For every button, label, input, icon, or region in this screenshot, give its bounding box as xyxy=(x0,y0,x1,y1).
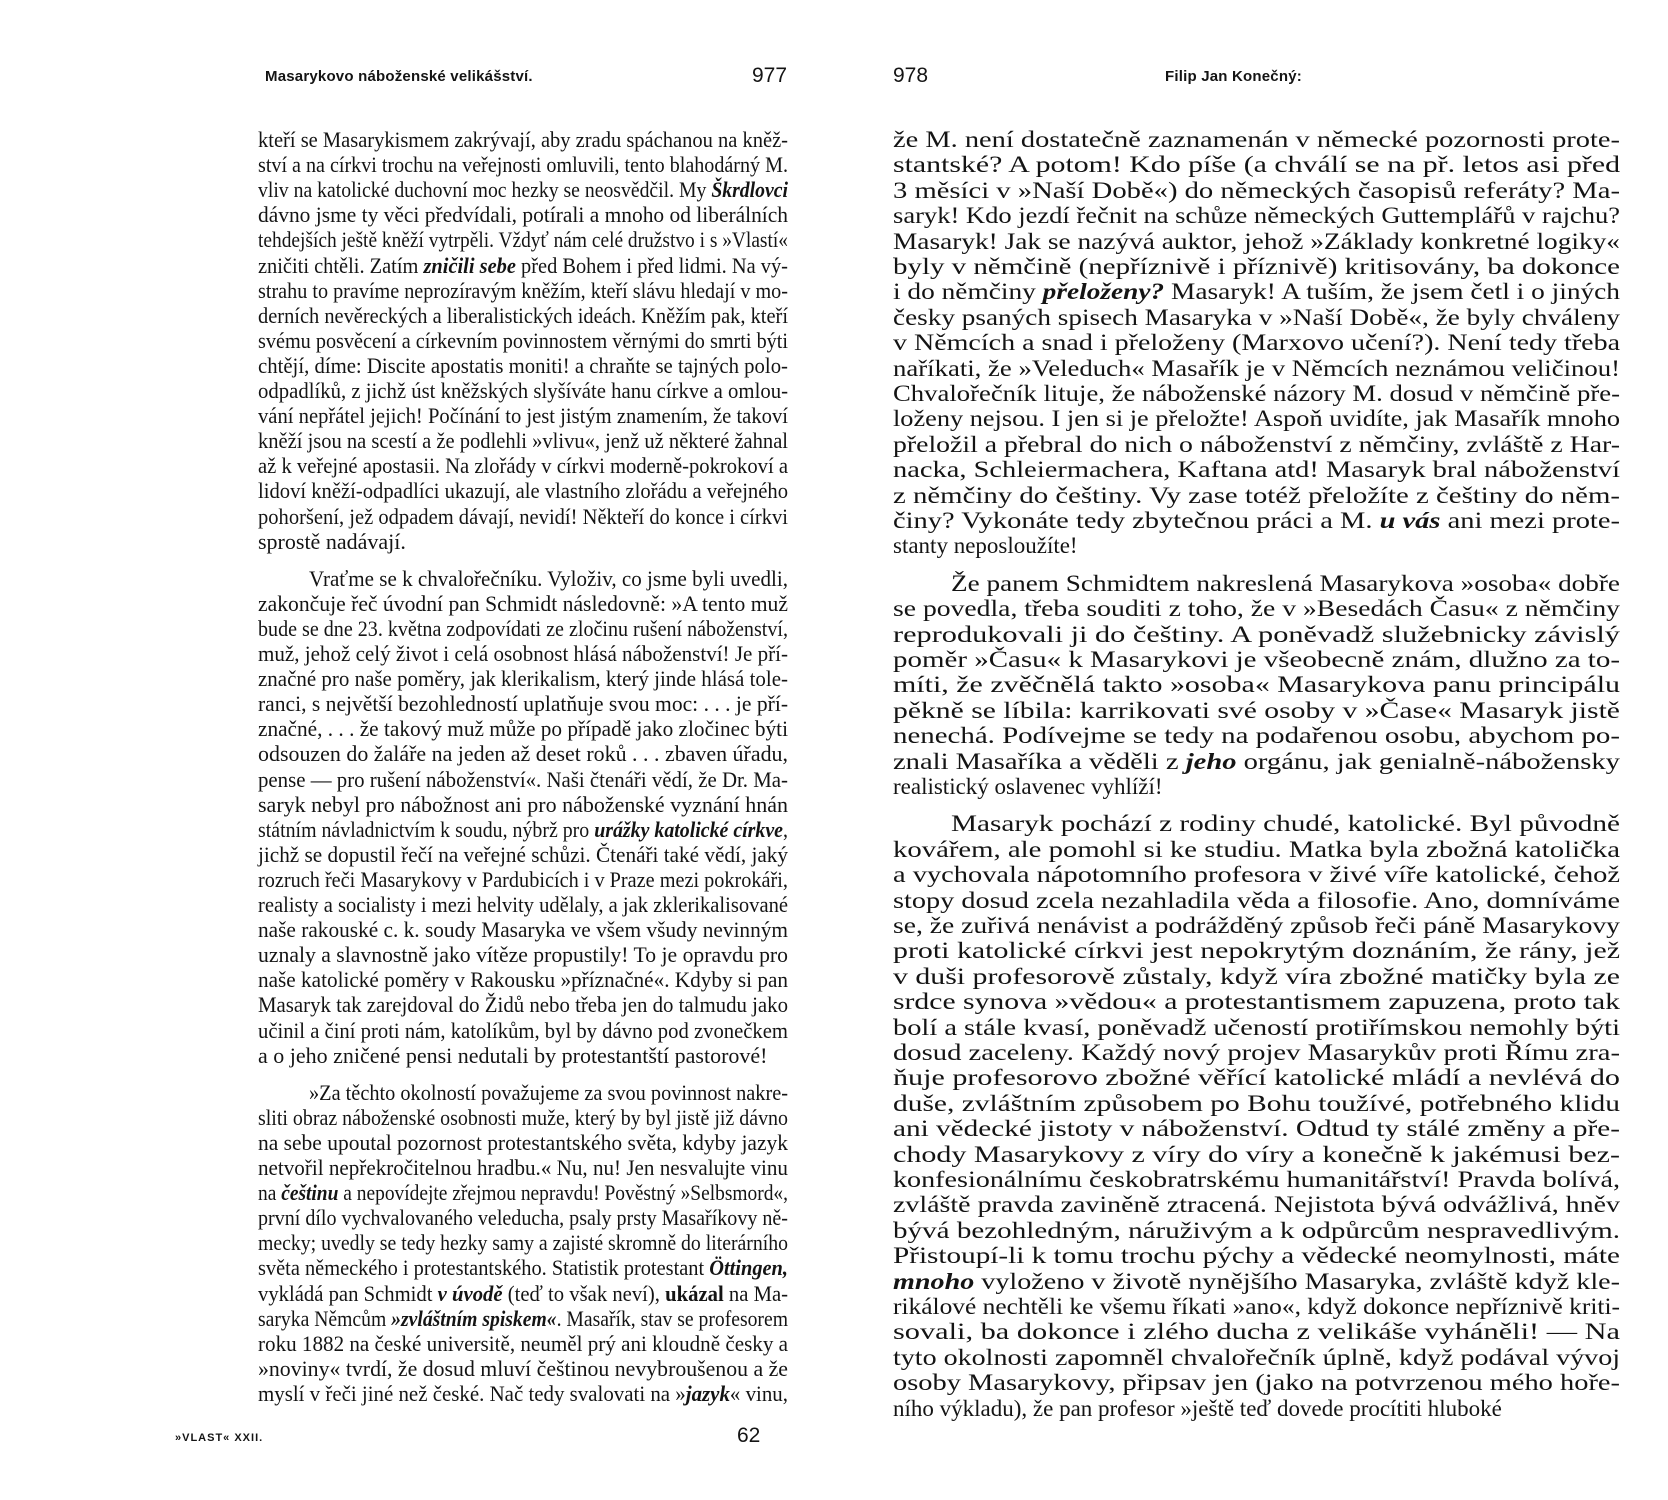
text-line xyxy=(258,127,827,152)
text-line xyxy=(893,697,1620,723)
text-run: »noviny« tvrdí, že dosud mluví češtinou nevybroušenou a že xyxy=(258,1355,788,1381)
text-run: ňuje profesorovo zbožné věřící katolické mládí a nevlévá do xyxy=(893,1065,1620,1091)
text-run: značné, . . . že takový muž může po případě jako zločinec býti xyxy=(258,716,788,742)
text-run: a vychovala nápotomního profesora v živé víře katolické, čehož xyxy=(893,862,1620,888)
emphasized-text: u vás xyxy=(1379,508,1441,533)
text-run: na sebe upoutal pozornost protestantského světa, kdyby jazyk xyxy=(258,1129,789,1155)
text-line xyxy=(893,723,1621,749)
text-line xyxy=(893,862,1620,888)
text-line xyxy=(893,482,1620,508)
text-line xyxy=(893,1192,1621,1218)
text-line xyxy=(258,1205,840,1230)
text-run: realistický oslavenec vyhlíží! xyxy=(893,774,1163,799)
text-run: proti katolické církvi jest nepokrytým doznáním, že rány, jež xyxy=(893,938,1621,964)
text-run: saryk nebyl pro nábožnost ani pro náboženské vyznání hnán xyxy=(258,791,788,817)
text-run: naše rakouské c. k. soudy Masaryka ve všem všudy nevinným xyxy=(258,917,789,943)
text-run: vykládá pan Schmidt xyxy=(258,1280,438,1306)
text-line xyxy=(893,406,1621,432)
text-line xyxy=(258,942,796,967)
text-line xyxy=(258,1155,811,1180)
text-line xyxy=(893,1319,1620,1345)
text-run: tyto okolnosti zapomněl chvalořečník úplně, když podával vývoj xyxy=(893,1344,1621,1370)
text-run: značné pro naše poměry, jak klerikalism, který jinde hlásá tole- xyxy=(258,666,789,692)
text-line xyxy=(258,303,829,328)
text-line xyxy=(258,992,818,1017)
text-run: pohoršení, jež odpadem dávají, nevidí! Někteří do konce i církvi xyxy=(258,503,788,529)
text-line xyxy=(893,355,1621,381)
emphasized-text: Škrdlovci xyxy=(711,177,788,203)
emphasized-text: »zvláštním spiskem« xyxy=(391,1305,557,1331)
text-line xyxy=(258,328,835,353)
text-line xyxy=(893,1294,1620,1319)
text-run: znali Masaříka a věděli z xyxy=(893,748,1186,774)
text-line xyxy=(893,1396,1502,1421)
text-run: . Masařík, stav se profesorem xyxy=(556,1305,788,1331)
text-line xyxy=(258,917,805,942)
text-line xyxy=(893,177,1620,203)
text-run: dosud zaceleny. Každý nový projev Masarykův proti Římu zra- xyxy=(893,1040,1620,1065)
text-line xyxy=(258,453,824,478)
text-run: odsouzen do žaláře na jeden až deset roků . . . zbaven úřadu, xyxy=(258,741,789,767)
text-line xyxy=(258,1230,848,1255)
text-run: bývá bezohledným, náruživým a k odpůrcům nespravedlivým. xyxy=(893,1217,1621,1243)
text-run: Že panem Schmidtem nakreslená Masarykova »osoba« dobře xyxy=(951,570,1620,596)
text-run: a nepovídejte zřejmou nepravdu! Pověstný »Selbsmord«, xyxy=(338,1180,788,1206)
text-run: zvláště pravda zaviněně ztracená. Nejistota bývá odvážlivá, hněv xyxy=(893,1192,1621,1218)
text-line xyxy=(258,1018,823,1043)
text-line xyxy=(893,304,1621,330)
text-run: « vinu, xyxy=(729,1380,788,1406)
emphasized-text: urážky katolické církve xyxy=(594,816,784,842)
text-run: (teď to však neví), xyxy=(502,1280,666,1306)
text-line xyxy=(258,529,406,554)
text-line xyxy=(258,1043,768,1068)
text-run: sprostě nadávají. xyxy=(258,528,406,554)
text-line xyxy=(258,967,807,992)
text-run: konfesionálnímu českobratrskému humanitářství! Pravda bolívá, xyxy=(893,1167,1620,1192)
text-line xyxy=(951,570,1620,596)
text-run: rozruch řeči Masarykovy v Pardubicích i v Praze mezi pokrokáři, xyxy=(258,866,789,892)
text-line xyxy=(258,227,859,252)
text-run: nacka, Schleiermachera, Kaftana atd! Masaryk bral náboženství xyxy=(893,457,1620,483)
text-line xyxy=(258,767,817,792)
text-line xyxy=(893,330,1620,356)
text-line xyxy=(258,867,833,892)
text-run: rikálové nechtěli ke všemu říkati »ano«, když dokonce nepříznivě kriti- xyxy=(893,1294,1620,1319)
text-line xyxy=(893,1040,1620,1065)
text-line xyxy=(893,1217,1621,1243)
text-line xyxy=(893,431,1620,457)
text-line xyxy=(893,457,1620,483)
text-run: stopy dosud zcela nezahladila věda a filosofie. Ano, domníváme xyxy=(893,887,1620,913)
text-line xyxy=(258,691,799,716)
text-run: se, že zuřivá nenávist a podrážděný způsob řeči páně Masarykovy xyxy=(893,913,1620,938)
text-run: Masaryk pochází z rodiny chudé, katolické. Byl původně xyxy=(951,811,1621,837)
text-line xyxy=(309,1080,828,1105)
emphasized-text: zničili sebe xyxy=(423,252,516,278)
text-run: myslí v řeči jiné než české. Nač tedy svalovati na » xyxy=(258,1380,686,1406)
emphasized-text: v úvodě xyxy=(437,1280,503,1306)
text-run: 3 měsíci v »Naší Době«) do německých časopisů referáty? Ma- xyxy=(893,177,1620,203)
text-run: Přistoupí-li k tomu trochu pýchy a vědecké neomylnosti, máte xyxy=(893,1243,1620,1269)
text-run: míti, že zvěčnělá takto »osoba« Masarykova panu principálu xyxy=(893,672,1621,698)
text-run: orgánu, jak genialně-nábožensky xyxy=(1236,748,1620,774)
text-line xyxy=(258,741,789,766)
text-line xyxy=(258,817,845,842)
text-run: mecky; uvedly se tedy hezky samy a zajisté skromně do literárního xyxy=(258,1230,789,1256)
emphasized-text: jazyk xyxy=(685,1380,730,1406)
text-line xyxy=(893,748,1620,774)
text-run: i do němčiny xyxy=(893,279,1043,305)
text-line xyxy=(893,989,1620,1015)
text-run: jichž se dopustil řečí na veřejné schůzi. Čtenáři také vědí, jaký xyxy=(258,841,789,867)
text-run: a o jeho zničené pensi nedutali by protestantští pastorové! xyxy=(258,1042,768,1068)
text-line xyxy=(893,279,1620,305)
text-run: přeložil a přebral do nich o náboženství z němčiny, zvláště z Har- xyxy=(893,431,1620,457)
text-run: Masaryk! A tuším, že jsem četl i o jiných xyxy=(1164,279,1620,305)
text-line xyxy=(258,1281,822,1306)
text-run: z němčiny do češtiny. Vy zase totéž přeložíte z češtiny do něm- xyxy=(893,482,1620,508)
text-run: srdce synova »vědou« a protestantismem zapuzena, proto tak xyxy=(893,989,1620,1015)
text-run: ství a na církvi trochu na veřejnosti omluvili, tento blahodárný M. xyxy=(258,152,788,178)
emphasized-text: mnoho xyxy=(893,1268,975,1294)
text-line xyxy=(893,381,1620,406)
text-run: ního výkladu), že pan profesor »ještě teď dovede procítiti hluboké xyxy=(893,1395,1502,1421)
text-line xyxy=(893,508,1620,533)
text-line xyxy=(258,478,824,503)
text-run: zničiti chtěli. Zatím xyxy=(258,252,424,278)
text-line xyxy=(893,254,1620,279)
text-line xyxy=(258,428,826,453)
text-run: ani vědecké jistoty v náboženství. Odtud ty stálé změny a pře- xyxy=(893,1116,1621,1142)
text-line xyxy=(258,591,797,616)
text-line xyxy=(258,1180,858,1205)
text-line xyxy=(258,403,824,428)
emphasized-text: Öttingen, xyxy=(709,1255,788,1281)
text-line xyxy=(893,647,1620,672)
text-run: kněží jsou na scestí a že podlehli »vlivu«, jenž už některé žahnal xyxy=(258,428,789,454)
text-run: že M. není dostatečně zaznamenán v německé pozornosti prote- xyxy=(893,127,1620,152)
text-run: na xyxy=(258,1180,282,1206)
text-line xyxy=(893,1065,1620,1091)
text-line xyxy=(258,716,805,741)
text-line xyxy=(893,963,1620,989)
text-run: vání nepřátel jejich! Počínání to jest jistým znamením, že takoví xyxy=(258,403,788,429)
text-run: muž, jehož celý život i celá osobnost hlásá náboženství! Je pří- xyxy=(258,641,789,666)
text-line xyxy=(258,177,849,202)
text-run: vliv na katolické duchovní moc hezky se neosvědčil. My xyxy=(258,177,712,203)
text-line xyxy=(893,1014,1620,1040)
text-line xyxy=(951,811,1621,837)
text-run: na Ma- xyxy=(723,1280,789,1306)
text-run: lidoví kněží-odpadlíci ukazují, ale vlastního zlořádu a veřejného xyxy=(258,478,789,504)
text-run: ranci, s největší bezohledností uplatňuje svou moc: . . . je pří- xyxy=(258,691,789,717)
text-line xyxy=(893,836,1620,862)
text-run: realisty a socialisty i mezi helvity udělaly, a jak zklerikalisované xyxy=(258,892,788,917)
text-line xyxy=(309,566,810,591)
text-line xyxy=(258,1306,851,1331)
text-run: byly v němčině (nepříznivě i příznivě) kritisovány, ba dokonce xyxy=(893,254,1620,279)
text-line xyxy=(893,203,1621,229)
text-run: uznaly a slavnostně jako vítěze propustily! To je opravdu pro xyxy=(258,942,789,968)
page-number-right: 978 xyxy=(893,64,929,87)
text-run: Vraťme se k chvalořečníku. Vyloživ, co jsme byli uvedli, xyxy=(309,565,788,591)
text-run: v duši profesorově zůstaly, když víra zbožné matičky byla ze xyxy=(893,963,1620,989)
text-line xyxy=(893,1090,1621,1116)
text-run: v Němcích a snad i přeloženy (Marxovo učení?). Není tedy třeba xyxy=(893,330,1620,356)
text-line xyxy=(258,1331,811,1356)
text-run: kteří se Masarykismem zakrývají, aby zradu spáchanou na kněž- xyxy=(258,127,789,152)
text-run: sliti obraz náboženské osobnosti muže, který by byl jistě již dávno xyxy=(258,1104,788,1130)
text-run: česky psaných spisech Masaryka v »Naší Době«, že byly chváleny xyxy=(893,304,1621,330)
text-run: poměr »Času« k Masarykovi je všeobecně znám, dlužno za to- xyxy=(893,647,1620,672)
text-line xyxy=(893,152,1621,178)
text-line xyxy=(258,641,812,666)
text-run: svému posvěcení a církevním povinnostem věrnými do smrti býti xyxy=(258,327,789,353)
text-line xyxy=(258,842,808,867)
text-run: vyloženo v životě nynějšího Masaryka, zvláště když kle- xyxy=(974,1268,1621,1294)
text-run: zakončuje řeč úvodní pan Schmidt následovně: »A tento muž xyxy=(258,590,788,616)
text-run: dávno jsme ty věci předvídali, potírali a mnoho od liberálních xyxy=(258,202,788,228)
text-run: stanty neposloužíte! xyxy=(893,533,1078,559)
footer-sheet-number: 62 xyxy=(737,1424,761,1447)
text-run: derních nevěreckých a liberalistických ideách. Kněžím pak, kteří xyxy=(258,302,789,328)
text-line xyxy=(258,1105,843,1130)
text-line xyxy=(258,253,829,278)
text-run: učinil a činí proti nám, katolíkům, byl by dávno pod zvonečkem xyxy=(258,1017,788,1043)
text-run: osoby Masarykovy, připsav jen (jako na potvrzenou mého hoře- xyxy=(893,1370,1621,1396)
text-line xyxy=(258,504,826,529)
text-run: naše katolické poměry v Rakousku »příznačné«. Kdyby si pan xyxy=(258,967,789,993)
text-line xyxy=(258,202,802,227)
text-line xyxy=(893,913,1620,938)
text-line xyxy=(258,1356,793,1381)
footer-signature: »VLAST« XXII. xyxy=(175,1432,264,1444)
text-line xyxy=(893,672,1621,698)
text-line xyxy=(893,1167,1620,1192)
text-line xyxy=(258,616,839,641)
bold-text: ukázal xyxy=(665,1280,724,1306)
text-run: státním návladnictvím k soudu, nýbrž pro xyxy=(258,816,595,842)
text-run: světa německého i protestantského. Statistik protestant xyxy=(258,1255,710,1281)
text-run: roku 1882 na české universitě, neuměl prý ani kloudně česky a xyxy=(258,1330,789,1356)
text-run: pense — pro rušení náboženství«. Naši čtenáři vědí, že Dr. Ma- xyxy=(258,766,788,792)
text-run: až k veřejné apostasii. Na zlořády v církvi moderně-pokrokoví a xyxy=(258,453,788,479)
text-line xyxy=(893,1243,1620,1269)
text-line xyxy=(258,1381,816,1406)
text-line xyxy=(893,1268,1621,1294)
text-run: sovali, ba dokonce i zlého ducha z velikáše vyháněli! — Na xyxy=(893,1319,1620,1345)
text-line xyxy=(893,1141,1620,1167)
text-line xyxy=(893,596,1620,622)
text-line xyxy=(893,228,1620,254)
text-line xyxy=(893,887,1620,913)
text-run: nenechá. Podívejme se tedy na podařenou osobu, abychom po- xyxy=(893,723,1621,749)
text-line xyxy=(258,1130,801,1155)
text-run: saryk! Kdo jezdí řečnit na schůze německých Guttemplářů v rajchu? xyxy=(893,203,1621,229)
page-number-left: 977 xyxy=(752,64,788,87)
running-head-right: Filip Jan Konečný: xyxy=(1165,68,1302,85)
text-run: duše, zvláštním způsobem po Bohu toužívé, potřebného klidu xyxy=(893,1090,1621,1116)
text-run: , xyxy=(783,816,788,842)
running-head-left: Masarykovo náboženské velikášství. xyxy=(265,68,533,85)
text-run: strahu to pravíme neprozíravým kněžím, kteří slávu hledají v mo- xyxy=(258,277,788,303)
text-run: »Za těchto okolností považujeme za svou povinnost nakre- xyxy=(309,1079,789,1105)
text-line xyxy=(893,621,1620,647)
text-line xyxy=(893,127,1620,152)
text-line xyxy=(893,1370,1621,1396)
text-run: kovářem, ale pomohl si ke studiu. Matka byla zbožná katolička xyxy=(893,836,1620,862)
text-run: loženy nejsou. I jen si je přeložte! Aspoň uvidíte, jak Masařík mnoho xyxy=(893,406,1621,432)
text-line xyxy=(258,152,838,177)
text-run: činy? Vykonáte tedy zbytečnou práci a M. xyxy=(893,508,1380,533)
text-run: odpadlíků, z jichž úst kněžských slyšíváte hanu církve a omlou- xyxy=(258,378,788,403)
text-line xyxy=(258,666,814,691)
text-run: ani mezi prote- xyxy=(1440,508,1620,533)
text-run: saryka Němcům xyxy=(258,1305,392,1331)
text-run: bude se dne 23. května zodpovídati ze zločinu rušení náboženství, xyxy=(258,615,788,641)
text-run: před Bohem i před lidmi. Na vý- xyxy=(515,252,788,278)
text-line xyxy=(258,378,820,403)
text-run: Masaryk! Jak se nazývá auktor, jehož »Základy konkretné logiky« xyxy=(893,228,1620,254)
text-line xyxy=(258,353,820,378)
text-line xyxy=(893,1344,1621,1370)
text-run: chtějí, díme: Discite apostatis moniti! a chraňte se tajných polo- xyxy=(258,352,788,378)
text-run: Chvalořečník lituje, že náboženské názory M. dosud v němčině pře- xyxy=(893,381,1620,406)
text-run: tehdejších ještě kněží vytrpěli. Vždyť nám celé družstvo i s »Vlastí« xyxy=(258,227,788,253)
text-line xyxy=(258,792,788,817)
text-run: reprodukovali ji do češtiny. A poněvadž služebnicky závislý xyxy=(893,621,1620,647)
text-line xyxy=(893,774,1163,799)
text-run: pěkně se líbila: karrikovati své osoby v »Čase« Masaryk jistě xyxy=(893,697,1620,723)
text-line xyxy=(258,278,836,303)
text-run: naříkati, že »Veleduch« Masařík je v Němcích neznámou veličinou! xyxy=(893,355,1621,381)
text-run: netvořil nepřekročitelnou hradbu.« Nu, nu! Jen nesvalujte vinu xyxy=(258,1155,788,1180)
text-line xyxy=(893,938,1621,964)
text-line xyxy=(258,892,825,917)
emphasized-text: jeho xyxy=(1185,748,1237,774)
text-run: první dílo vychvalovaného veleducha, psaly prsty Masaříkovy ně- xyxy=(258,1205,788,1231)
text-run: chody Masarykovy z víry do víry a konečně k jakémusi bez- xyxy=(893,1141,1620,1167)
text-line xyxy=(893,533,1078,558)
text-run: bolí a stále kvasí, poněvadž učeností protiřímskou nemohly býti xyxy=(893,1014,1620,1040)
text-line xyxy=(893,1116,1621,1142)
emphasized-text: češtinu xyxy=(281,1180,339,1206)
text-run: se povedla, třeba souditi z toho, že v »Besedách Času« z němčiny xyxy=(893,596,1620,622)
text-line xyxy=(258,1255,830,1280)
emphasized-text: přeloženy? xyxy=(1042,279,1165,305)
text-run: Masaryk tak zarejdoval do Židů nebo třeba jen do talmudu jako xyxy=(258,992,789,1018)
text-run: stantské? A potom! Kdo píše (a chválí se na př. letos asi před xyxy=(893,152,1621,178)
